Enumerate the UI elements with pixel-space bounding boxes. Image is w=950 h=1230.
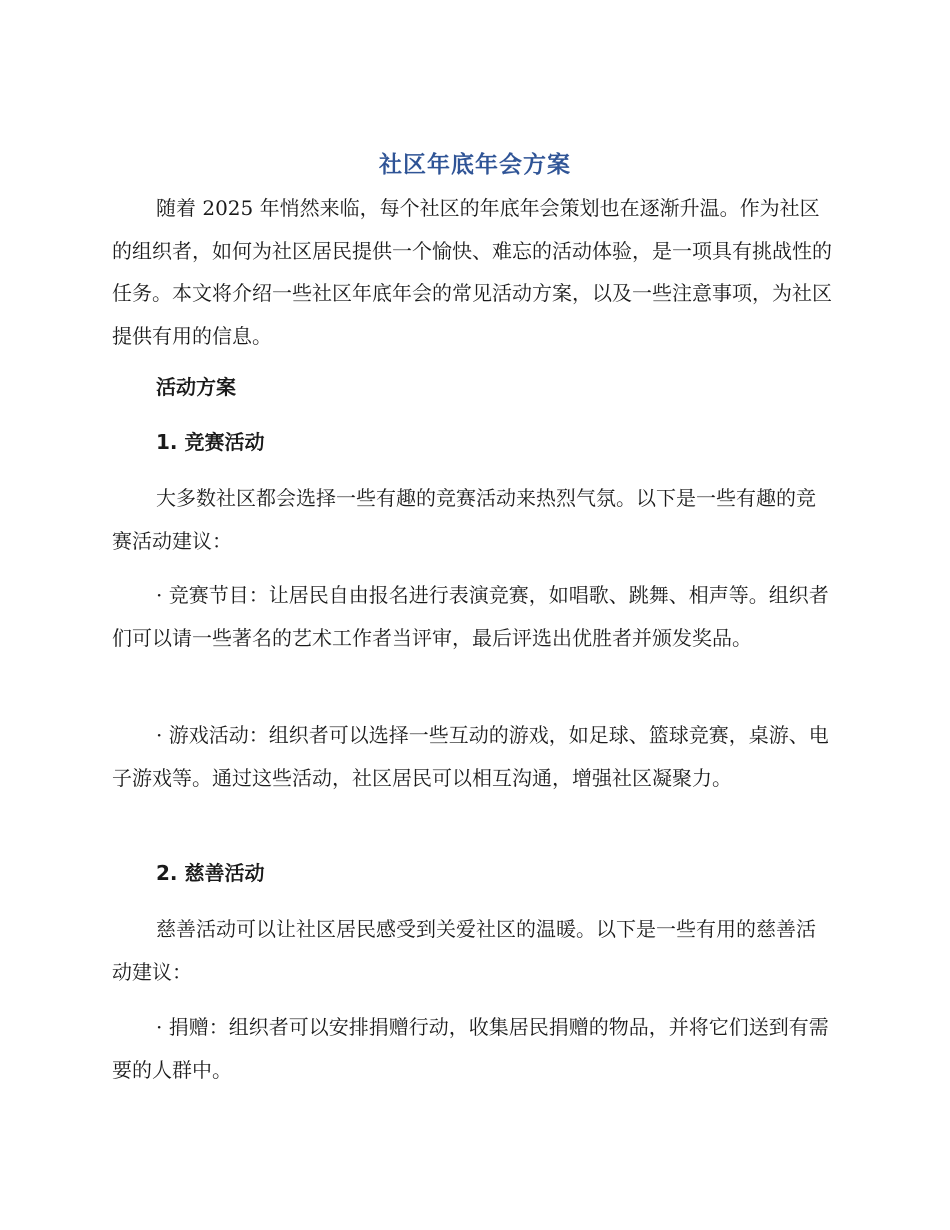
- competition-intro-paragraph: 大多数社区都会选择一些有趣的竞赛活动来热烈气氛。以下是一些有趣的竞赛活动建议：: [112, 486, 816, 553]
- competition-item-games: · 游戏活动：组织者可以选择一些互动的游戏，如足球、篮球竞赛，桌游、电子游戏等。通过这些活动，社区居民可以相互沟通，增强社区凝聚力。: [112, 723, 829, 790]
- competition-item-performance: · 竞赛节目：让居民自由报名进行表演竞赛，如唱歌、跳舞、相声等。组织者们可以请一些著名的艺术工作者当评审，最后评选出优胜者并颁发奖品。: [112, 583, 829, 650]
- section-heading: 活动方案: [156, 375, 236, 399]
- charity-intro-paragraph: 慈善活动可以让社区居民感受到关爱社区的温暖。以下是一些有用的慈善活动建议：: [112, 917, 816, 984]
- charity-item-donation: · 捐赠：组织者可以安排捐赠行动，收集居民捐赠的物品，并将它们送到有需要的人群中。: [112, 1015, 829, 1082]
- intro-paragraph: 随着 2025 年悄然来临，每个社区的年底年会策划也在逐渐升温。作为社区的组织者，如何为社区居民提供一个愉快、难忘的活动体验，是一项具有挑战性的任务。本文将介绍一些社区年底年会的常见活动方案，以及一些注意事项，为社区提供有用的信息。: [112, 196, 832, 348]
- subsection-heading-competition: 1. 竞赛活动: [156, 430, 265, 454]
- document-title: 社区年底年会方案: [379, 152, 571, 178]
- subsection-heading-charity: 2. 慈善活动: [156, 861, 265, 885]
